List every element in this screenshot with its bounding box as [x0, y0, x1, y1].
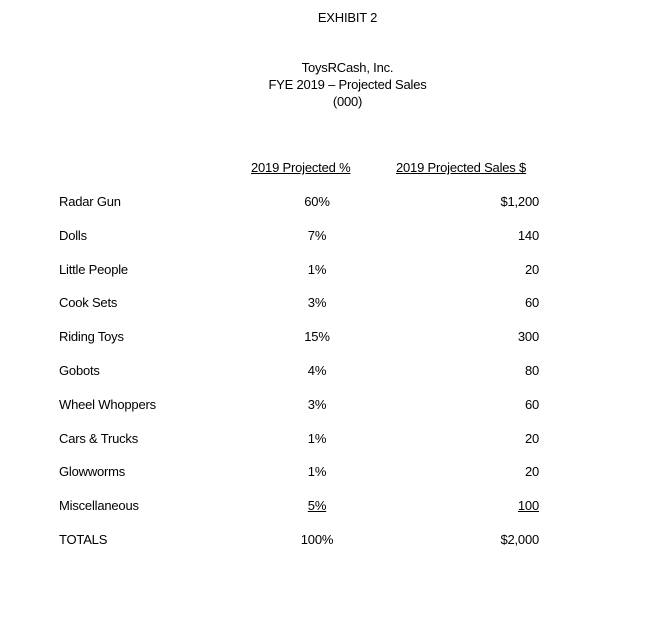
table-row	[0, 194, 671, 228]
table-row	[0, 262, 671, 296]
product-name: Radar Gun	[59, 194, 121, 209]
table-row	[0, 397, 671, 431]
units-note: (000)	[332, 94, 363, 109]
product-name: Cook Sets	[59, 295, 118, 311]
table-row	[0, 431, 671, 465]
table-row	[0, 295, 671, 329]
product-name: Gobots	[59, 362, 100, 378]
column-header-projected-percent: 2019 Projected %	[251, 160, 351, 175]
projected-percent: 1%	[307, 430, 327, 446]
product-name: Miscellaneous	[59, 498, 139, 514]
projected-percent: 3%	[307, 295, 327, 311]
projected-percent: 4%	[307, 362, 327, 378]
projected-percent: 3%	[307, 396, 327, 412]
projected-percent: 1%	[307, 261, 327, 277]
projected-sales: 60	[524, 396, 539, 412]
projected-sales: 140	[517, 227, 539, 243]
product-name: Little People	[59, 261, 128, 277]
projected-sales: 20	[524, 261, 539, 277]
table-row	[0, 228, 671, 262]
projected-sales: 20	[524, 430, 539, 446]
projected-sales: 80	[524, 362, 539, 378]
table-row	[0, 464, 671, 498]
product-name: Wheel Whoppers	[59, 396, 156, 412]
total-percent: 100%	[300, 531, 334, 547]
product-name: Dolls	[59, 227, 87, 243]
projected-sales: 300	[517, 329, 539, 345]
company-name: ToysRCash, Inc.	[301, 60, 394, 75]
table-row	[0, 363, 671, 397]
column-header-projected-sales: 2019 Projected Sales $	[396, 160, 527, 175]
table-row	[0, 329, 671, 363]
product-name: Riding Toys	[59, 329, 124, 345]
table-row	[0, 498, 671, 532]
projected-percent: 7%	[307, 227, 327, 243]
sales-table	[0, 194, 671, 566]
projected-percent: 15%	[304, 329, 330, 345]
projected-sales: $1,200	[500, 194, 539, 209]
total-sales: $2,000	[500, 531, 539, 547]
product-name: Cars & Trucks	[59, 430, 139, 446]
projected-sales: 20	[524, 464, 539, 480]
projected-percent: 1%	[307, 464, 327, 480]
totals-row	[0, 532, 671, 566]
totals-label: TOTALS	[59, 531, 108, 547]
exhibit-label: EXHIBIT 2	[317, 10, 378, 25]
projected-sales: 100	[517, 498, 539, 514]
product-name: Glowworms	[59, 464, 126, 480]
projected-percent: 60%	[304, 194, 330, 209]
projected-percent: 5%	[307, 498, 327, 514]
projected-sales: 60	[524, 295, 539, 311]
report-subtitle: FYE 2019 – Projected Sales	[268, 77, 427, 92]
